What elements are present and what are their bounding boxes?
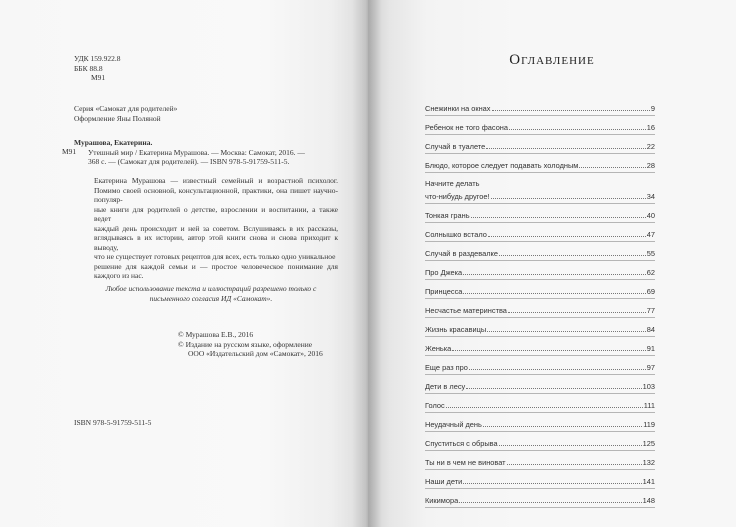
series-block xyxy=(74,104,177,123)
gutter-shadow xyxy=(352,0,382,527)
annotation xyxy=(94,176,338,281)
toc-entry-title: что-нибудь другое! xyxy=(425,192,490,201)
annotation-line: что не существует готовых рецептов для всех, есть только одно уникальное xyxy=(94,252,336,261)
author-code: М91 xyxy=(62,147,77,156)
copyright-block xyxy=(178,330,348,359)
toc-entry[interactable] xyxy=(425,375,655,394)
dot-leader xyxy=(508,312,646,313)
dot-leader xyxy=(486,148,646,149)
toc-entry-page: 62 xyxy=(646,268,655,277)
toc-entry-title: Спуститься с обрыва xyxy=(425,439,498,448)
toc-entry[interactable] xyxy=(425,318,655,337)
annotation-line: решение для каждой семьи и — простое человеческое понимание для каждого из нас. xyxy=(94,261,338,280)
toc-entry-page: 47 xyxy=(646,230,655,239)
dot-leader xyxy=(446,407,643,408)
toc-entry-title: Снежинки на окнах xyxy=(425,104,491,113)
toc-entry[interactable] xyxy=(425,242,655,261)
toc-entry-title: Женька xyxy=(425,344,452,353)
toc-entry-page: 55 xyxy=(646,249,655,258)
copyright-publisher: ООО «Издательский дом «Самокат», 2016 xyxy=(188,349,323,358)
toc-entry[interactable] xyxy=(425,299,655,318)
bib-line-1: Утешный мир / Екатерина Мурашова. — Москва: Самокат, 2016. — xyxy=(88,147,305,157)
dot-leader xyxy=(452,350,645,351)
dot-leader xyxy=(463,483,641,484)
table-of-contents xyxy=(425,97,655,508)
dot-leader xyxy=(507,464,642,465)
toc-entry[interactable] xyxy=(425,135,655,154)
toc-entry[interactable] xyxy=(425,451,655,470)
toc-entry-title: Блюдо, которое следует подавать холодным xyxy=(425,161,579,170)
toc-entry[interactable] xyxy=(425,489,655,508)
toc-entry-title: Жизнь красавицы xyxy=(425,325,487,334)
dot-leader xyxy=(491,198,646,199)
toc-entry-page: 34 xyxy=(646,192,655,201)
toc-entry-page: 91 xyxy=(646,344,655,353)
design-credit: Оформление Яны Поляной xyxy=(74,113,161,123)
toc-entry[interactable] xyxy=(425,204,655,223)
dot-leader xyxy=(483,426,642,427)
dot-leader xyxy=(469,369,646,370)
dot-leader xyxy=(492,110,650,111)
bibliographic-record xyxy=(62,138,336,167)
toc-entry-title: Ты ни в чем не виноват xyxy=(425,458,506,467)
series-name: Серия «Самокат для родителей» xyxy=(74,104,178,113)
toc-entry-title: Случай в раздевалке xyxy=(425,249,498,258)
toc-title: Оглавление xyxy=(509,52,595,68)
toc-entry-title: Про Джека xyxy=(425,268,463,277)
dot-leader xyxy=(499,255,646,256)
toc-entry[interactable] xyxy=(425,337,655,356)
toc-entry[interactable] xyxy=(425,261,655,280)
toc-entry-page: 84 xyxy=(646,325,655,334)
bib-line-2: 368 с. — (Самокат для родителей). — ISBN 978-5-91759-511-5. xyxy=(88,157,290,166)
dot-leader xyxy=(579,167,645,168)
toc-entry-page: 77 xyxy=(646,306,655,315)
annotation-line: Екатерина Мурашова — известный семейный и возрастной психолог. Помимо своей основной, консультационной, практики, она пишет научно-популяр- xyxy=(94,176,338,204)
toc-entry[interactable] xyxy=(425,432,655,451)
copyright-author: © Мурашова Е.В., 2016 xyxy=(178,330,254,339)
toc-entry-page: 119 xyxy=(643,420,655,429)
toc-entry-title: Солнышко встало xyxy=(425,230,487,239)
toc-entry[interactable] xyxy=(425,154,655,173)
toc-entry[interactable] xyxy=(425,470,655,489)
isbn: ISBN 978-5-91759-511-5 xyxy=(74,418,152,427)
dot-leader xyxy=(463,293,645,294)
toc-entry-page: 132 xyxy=(642,458,655,467)
toc-entry-title: Наши дети xyxy=(425,477,463,486)
dot-leader xyxy=(466,388,641,389)
annotation-line: ные книги для родителей о детстве, взрослении и воспитании, а также ведет xyxy=(94,204,338,223)
annotation-line: каждый день происходит и ней за советом. Вслушиваясь в их рассказы, вглядываясь в их истории, автор этой книги снова и снова приходит к выводу, xyxy=(94,223,338,252)
bbk-code: ББК 88.8 xyxy=(74,63,103,73)
toc-entry[interactable] xyxy=(425,394,655,413)
toc-entry-page: 125 xyxy=(642,439,655,448)
toc-entry[interactable] xyxy=(425,173,655,204)
toc-entry-title: Дети в лесу xyxy=(425,382,466,391)
author-name: Мурашова, Екатерина. xyxy=(74,138,153,147)
toc-entry-page: 103 xyxy=(642,382,655,391)
classification-block xyxy=(74,54,121,83)
toc-entry[interactable] xyxy=(425,356,655,375)
rights-notice: Любое использование текста и иллюстраций разрешено только с письменного согласия ИД «Самокат». xyxy=(105,284,317,303)
dot-leader xyxy=(499,445,642,446)
toc-entry-page: 40 xyxy=(646,211,655,220)
toc-entry-title-line1: Начните делать xyxy=(425,179,480,188)
dot-leader xyxy=(509,129,646,130)
toc-entry[interactable] xyxy=(425,116,655,135)
author-mark: М91 xyxy=(91,73,106,82)
toc-entry-title: Случай в туалете xyxy=(425,142,486,151)
toc-entry[interactable] xyxy=(425,223,655,242)
toc-entry-page: 141 xyxy=(642,477,655,486)
toc-entry-page: 69 xyxy=(646,287,655,296)
dot-leader xyxy=(471,217,646,218)
toc-entry-page: 16 xyxy=(646,123,655,132)
dot-leader xyxy=(463,274,646,275)
toc-entry-title: Неудачный день xyxy=(425,420,482,429)
toc-entry[interactable] xyxy=(425,97,655,116)
toc-entry-page: 22 xyxy=(646,142,655,151)
toc-entry-title: Несчастье материнства xyxy=(425,306,507,315)
toc-entry-title: Ребенок не того фасона xyxy=(425,123,508,132)
toc-entry[interactable] xyxy=(425,280,655,299)
dot-leader xyxy=(459,502,641,503)
copyright-edition: © Издание на русском языке, оформление xyxy=(178,339,313,349)
toc-entry-title: Тонкая грань xyxy=(425,211,470,220)
udk-code: УДК 159.922.8 xyxy=(74,54,121,63)
toc-entry-page: 111 xyxy=(643,401,655,410)
toc-entry-page: 148 xyxy=(642,496,655,505)
toc-entry-page: 9 xyxy=(650,104,655,113)
toc-entry-title: Голос xyxy=(425,401,445,410)
toc-entry-title: Еще раз про xyxy=(425,363,468,372)
dot-leader xyxy=(487,331,646,332)
toc-entry-page: 97 xyxy=(646,363,655,372)
dot-leader xyxy=(488,236,646,237)
toc-entry-title: Принцесса xyxy=(425,287,463,296)
toc-entry[interactable] xyxy=(425,413,655,432)
toc-entry-page: 28 xyxy=(646,161,655,170)
toc-entry-title: Кикимора xyxy=(425,496,459,505)
